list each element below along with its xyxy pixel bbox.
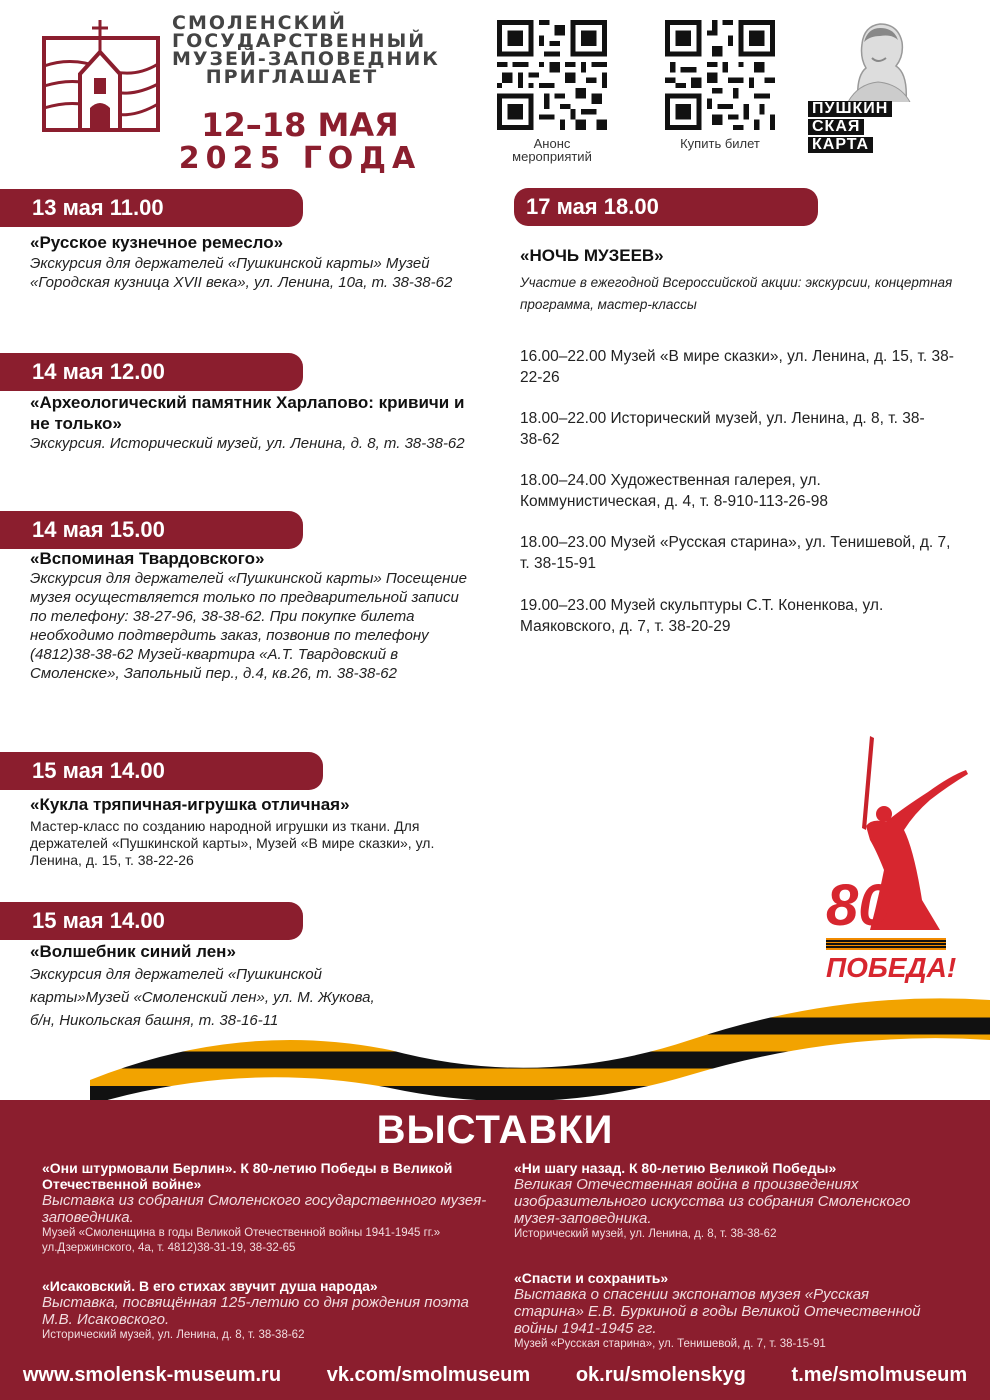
exhibition-description: Выставка, посвящённая 125-летию со дня рождения поэта М.В. Исаковского. <box>42 1294 469 1328</box>
exhibition-address: Музей «Русская старина», ул. Тенишевой, д. 7, т. 38-15-91 <box>514 1338 826 1350</box>
event-title: «Вспоминая Твардовского» <box>30 549 265 568</box>
qr-code-announcements[interactable] <box>497 20 607 130</box>
event-date-bar: 14 мая 12.00 <box>0 353 303 391</box>
night-item: 19.00–23.00 Музей скульптуры С.Т. Коненкова, ул. Маяковского, д. 7, т. 38-20-29 <box>520 597 884 635</box>
exhibition-description: Великая Отечественная война в произведениях изобразительного искусства из собрания Смоленского музея-заповедника. <box>514 1176 911 1227</box>
dates-range: 12–18 МАЯ <box>201 106 399 144</box>
night-date-bar: 17 мая 18.00 <box>514 188 818 226</box>
night-description: Участие в ежегодной Всероссийской акции: экскурсии, концертная программа, мастер-классы <box>520 275 953 312</box>
event-description: Экскурсия для держателей «Пушкинской карты» Музей «Городская кузница XVII века», ул. Ленина, 10а, т. 38-38-62 <box>30 255 453 291</box>
pushkin-card-logo <box>808 100 948 154</box>
dates-year: 2025 ГОДА <box>178 141 422 176</box>
pushkin-bust-icon <box>818 18 938 102</box>
exhibition-address: Музей «Смоленщина в годы Великой Отечественной войны 1941-1945 гг.» ул.Дзержинского, 4а, т. 4812)38-31-19, 38-32-65 <box>42 1227 441 1254</box>
event-dates <box>160 108 440 176</box>
ok-link[interactable]: ok.ru/smolenskyg <box>575 1364 746 1386</box>
victory-word: ПОБЕДА! <box>826 952 957 983</box>
event-description: Экскурсия. Исторический музей, ул. Ленина, д. 8, т. 38-38-62 <box>30 435 465 452</box>
event-description: Экскурсия для держателей «Пушкинской карты» Посещение музея осуществляется только по предварительной записи по телефону: 38-27-96, 38-38-62. При покупке билета необходимо подтвердить заказ, позвонив по телефону (4812)38-38-62 Музей-квартира «А.Т. Твардовский в Смоленске», Запольный пер., д.4, кв.26, т. 38-38-62 <box>30 570 468 682</box>
event-date-bar: 15 мая 14.00 <box>0 902 303 940</box>
exhibition-title: «Исаковский. В его стихах звучит душа народа» <box>42 1278 378 1294</box>
exhibition-description: Выставка из собрания Смоленского государственного музея-заповедника. <box>42 1192 487 1226</box>
invites-text: ПРИГЛАШАЕТ <box>205 66 379 88</box>
exhibition-item <box>514 1160 934 1242</box>
exhibition-address: Исторический музей, ул. Ленина, д. 8, т. 38-38-62 <box>514 1228 777 1240</box>
night-item: 18.00–24.00 Художественная галерея, ул. Коммунистическая, д. 4, т. 8-910-113-26-98 <box>520 472 829 510</box>
pk-line: СКАЯ <box>808 119 864 135</box>
exhibition-title: «Они штурмовали Берлин». К 80-летию Победы в Великой Отечественной войне» <box>42 1160 453 1192</box>
event-date-bar: 13 мая 11.00 <box>0 189 303 227</box>
org-line: МУЗЕЙ-ЗАПОВЕДНИК <box>172 48 440 70</box>
qr-label-buy-ticket: Купить билет <box>680 136 760 151</box>
exhibition-item <box>42 1160 502 1256</box>
exhibition-description: Выставка о спасении экспонатов музея «Русская старина» Е.В. Буркиной в годы Великой Отечественной войны 1941-1945 гг. <box>514 1286 921 1337</box>
pk-line: КАРТА <box>808 137 873 153</box>
pk-line: ПУШКИН <box>808 101 892 117</box>
night-item: 18.00–23.00 Музей «Русская старина», ул. Тенишевой, д. 7, т. 38-15-91 <box>520 534 951 572</box>
exhibition-title: «Ни шагу назад. К 80-летию Великой Победы» <box>514 1160 837 1176</box>
vk-link[interactable]: vk.com/smolmuseum <box>326 1364 531 1386</box>
qr-code-buy-ticket[interactable] <box>665 20 775 130</box>
exhibition-item <box>514 1270 934 1352</box>
night-item: 18.00–22.00 Исторический музей, ул. Ленина, д. 8, т. 38-38-62 <box>520 410 925 448</box>
event-title: «Русское кузнечное ремесло» <box>30 233 284 252</box>
night-title: «НОЧЬ МУЗЕЕВ» <box>520 246 664 265</box>
st-george-ribbon-decoration <box>90 980 990 1105</box>
website-link[interactable]: www.smolensk-museum.ru <box>22 1364 282 1386</box>
exhibitions-heading: ВЫСТАВКИ <box>376 1108 614 1152</box>
event-title: «Археологический памятник Харлапово: кривичи и не только» <box>30 393 465 433</box>
victory-80: 80 <box>826 873 891 938</box>
museum-logo <box>42 16 160 134</box>
event-title: «Кукла тряпичная-игрушка отличная» <box>30 795 350 814</box>
event-description: Экскурсия для держателей «Пушкинской карты»Музей «Смоленский лен», ул. М. Жукова, б/н, Никольская башня, т. 38-16-11 <box>30 966 375 1029</box>
event-date-bar: 15 мая 14.00 <box>0 752 323 790</box>
exhibition-address: Исторический музей, ул. Ленина, д. 8, т. 38-38-62 <box>42 1329 305 1341</box>
st-george-ribbon-icon <box>826 938 946 950</box>
event-description: Мастер-класс по созданию народной игрушки из ткани. Для держателей «Пушкинской карты», Музей «В мире сказки», ул. Ленина, д. 15, т. 38-22-26 <box>30 818 435 868</box>
exhibition-title: «Спасти и сохранить» <box>514 1270 669 1286</box>
event-title: «Волшебник синий лен» <box>30 942 236 961</box>
org-line: ГОСУДАРСТВЕННЫЙ <box>172 30 427 52</box>
qr-label-announcements: Анонс мероприятий <box>512 136 592 164</box>
event-date-bar: 14 мая 15.00 <box>0 511 303 549</box>
night-item: 16.00–22.00 Музей «В мире сказки», ул. Ленина, д. 15, т. 38-22-26 <box>520 348 954 386</box>
telegram-link[interactable]: t.me/smolmuseum <box>791 1364 968 1386</box>
footer-links <box>0 1364 990 1392</box>
org-line: СМОЛЕНСКИЙ <box>172 12 347 34</box>
organization-title <box>172 12 440 88</box>
exhibition-item <box>42 1278 482 1343</box>
